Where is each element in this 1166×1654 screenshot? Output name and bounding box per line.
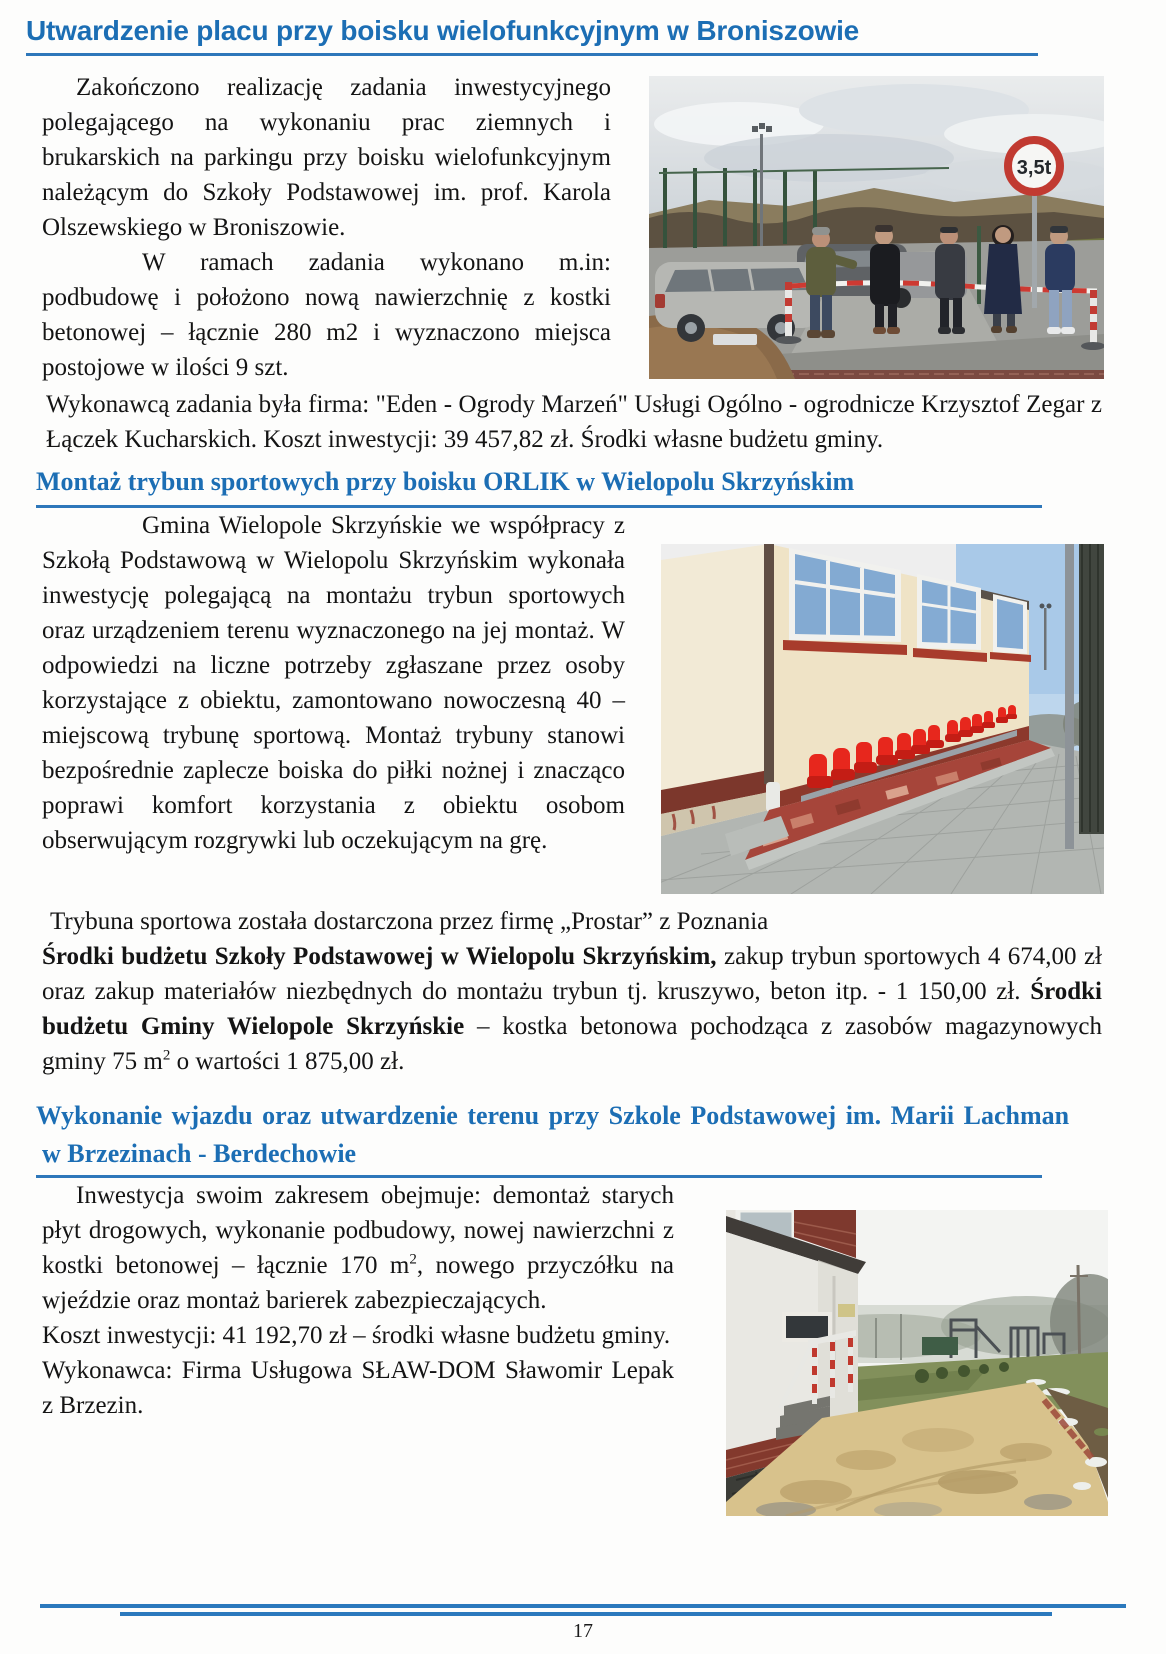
funding-text-3: o wartości 1 875,00 zł. bbox=[170, 1048, 405, 1075]
square-meter-sup: 2 bbox=[162, 1047, 171, 1064]
small-window bbox=[784, 1314, 830, 1340]
section3-paragraph-2: Koszt inwestycji: 41 192,70 zł – środki własne budżetu gminy. bbox=[42, 1322, 671, 1349]
mesh-fence bbox=[1079, 544, 1104, 834]
photo-driveway-groundwork bbox=[726, 1210, 1108, 1516]
photo-ribbon-cutting-svg bbox=[649, 76, 1104, 379]
sign-text: 3,5t bbox=[1016, 157, 1052, 179]
section1-heading: Utwardzenie placu przy boisku wielofunkcyjnym w Broniszowie bbox=[26, 15, 860, 46]
grey-pole bbox=[1065, 544, 1074, 849]
section1-paragraph-2: W ramach zadania wykonano m.in: podbudowę i położono nową nawierzchnię z kostki betonowej – łącznie 280 m2 i wyznaczono miejsca postojowe w ilości 9 szt. bbox=[42, 249, 611, 381]
section2-body bbox=[42, 508, 1102, 1079]
section2-heading-block bbox=[36, 463, 1102, 508]
section2-heading: Montaż trybun sportowych przy boisku ORLIK w Wielopolu Skrzyńskim bbox=[36, 467, 855, 496]
section2-paragraph-2: Trybuna sportowa została dostarczona przez firmę „Prostar” z Poznania bbox=[50, 908, 769, 935]
page-number: 17 bbox=[573, 1620, 593, 1642]
funding-text-1: zakup trybun sportowych 4 674,00 zł oraz zakup materiałów niezbędnych do montażu trybun tj. kruszywo, beton itp. - 1 150,00 zł. bbox=[42, 943, 1102, 1005]
section3-heading-block bbox=[36, 1097, 1102, 1178]
square-meter-sup-2: 2 bbox=[409, 1251, 417, 1268]
section1-paragraph-3: Wykonawcą zadania była firma: "Eden - Ogrody Marzeń" Usługi Ogólno - ogrodnicze Krzysztof Zegar z Łączek Kucharskich. Koszt inwestycji: 39 457,82 zł. Środki własne budżetu gminy. bbox=[46, 391, 1102, 453]
footer-rule-inner bbox=[120, 1612, 1052, 1616]
section3-heading-line2: w Brzezinach - Berdechowie bbox=[42, 1139, 357, 1168]
section1-paragraph-1: Zakończono realizację zadania inwestycyjnego polegającego na wykonaniu prac ziemnych i brukarskich na parkingu przy boisku wielofunkcyjnym należącym do Szkoły Podstawowej im. prof. Karola Olszewskiego w Broniszowie. bbox=[42, 74, 611, 241]
green-fence bbox=[922, 1337, 958, 1355]
funding-school-bold: Środki budżetu Szkoły Podstawowej w Wielopolu Skrzyńskim, bbox=[42, 943, 717, 970]
section3-p1-text-b: , nowego przyczółku na wjeździe oraz montaż barierek zabezpieczających. bbox=[42, 1252, 674, 1314]
yellow-plaque bbox=[838, 1304, 855, 1317]
section3-p1-text-a: Inwestycja swoim zakresem obejmuje: demontaż starych płyt drogowych, wykonanie podbudowy, nowej nawierzchni z kostki betonowej – łącznie 170 m bbox=[42, 1182, 674, 1279]
funding-text-2: – kostka betonowa pochodząca z zasobów magazynowych gminy 75 m bbox=[42, 1013, 1102, 1075]
page-footer bbox=[0, 1600, 1166, 1654]
photo-driveway-svg bbox=[726, 1210, 1108, 1516]
footer-rule-outer bbox=[40, 1604, 1126, 1608]
section3-paragraph-3: Wykonawca: Firma Usługowa SŁAW-DOM Sławomir Lepak z Brzezin. bbox=[42, 1357, 674, 1419]
section1-body bbox=[42, 70, 1102, 457]
section2-paragraph-1: Gmina Wielopole Skrzyńskie we współpracy z Szkołą Podstawową w Wielopolu Skrzyńskim wykonała inwestycję polegającą na montażu trybun sportowych oraz urządzeniem terenu wyznaczonego na jej montaż. W odpowiedzi na liczne potrzeby zgłaszane przez osoby korzystające z obiektu, zamontowano nowoczesną 40 – miejscową trybunę sportową. Montaż trybuny stanowi bezpośrednie zaplecze boiska do piłki nożnej i znacząco poprawi komfort korzystania z obiektu osobom obserwującym rozgrywki lub oczekującym na grę. bbox=[42, 512, 625, 854]
photo-red-tribune-seats bbox=[661, 544, 1104, 894]
photo-ribbon-cutting-parking bbox=[649, 76, 1104, 379]
section3-body bbox=[42, 1178, 1102, 1423]
section3-heading-line1: Wykonanie wjazdu oraz utwardzenie terenu przy Szkole Podstawowej im. Marii Lachman bbox=[36, 1101, 1070, 1130]
photo-tribunes-svg bbox=[661, 544, 1104, 894]
funding-gmina-bold: Środki budżetu Gminy Wielopole Skrzyńskie bbox=[42, 978, 1102, 1040]
section1-heading-rule bbox=[26, 53, 1038, 56]
section2-paragraph-3 bbox=[42, 939, 1102, 1079]
